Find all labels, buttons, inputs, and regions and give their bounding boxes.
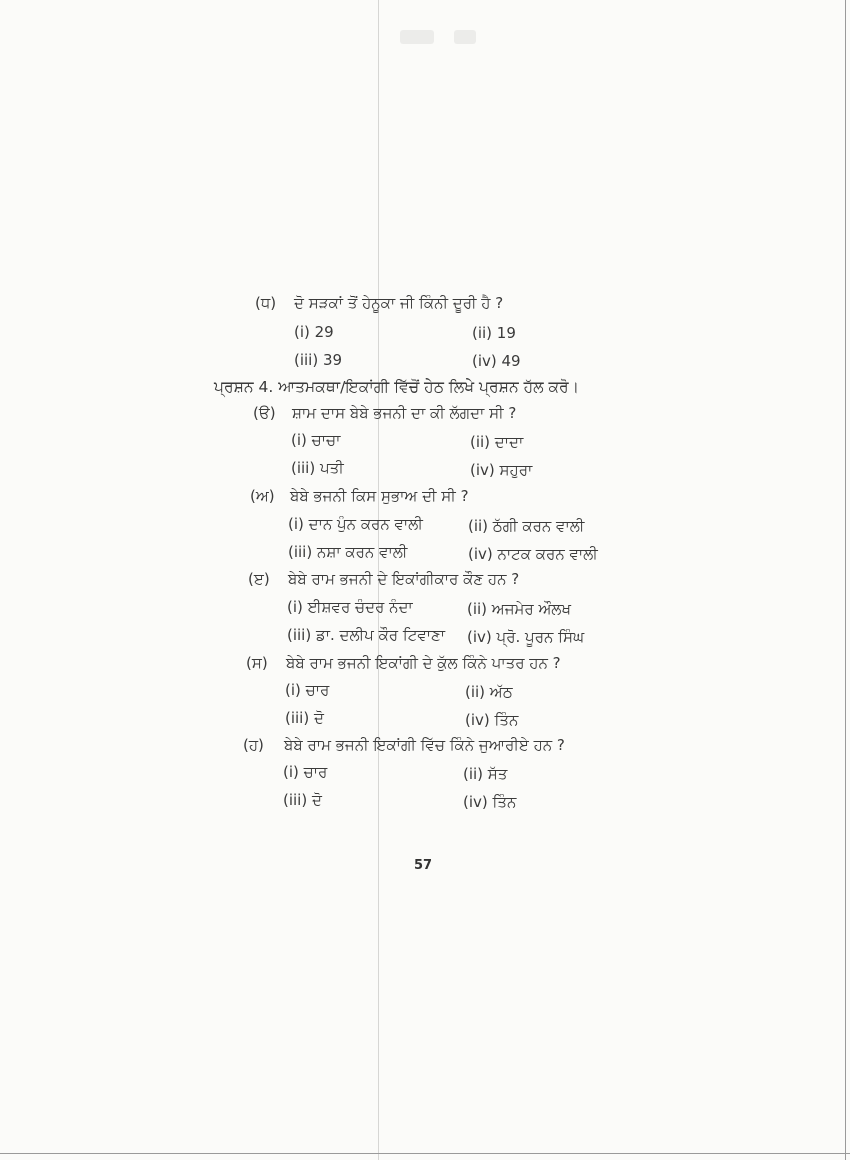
option-2: (ii) ਦਾਦਾ (470, 433, 524, 451)
page-number: 57 (414, 858, 433, 873)
question-label: (ਧ) (255, 294, 277, 312)
option-2: (ii) 19 (472, 324, 516, 342)
section-heading: ਪ੍ਰਸ਼ਨ 4. ਆਤਮਕਥਾ/ਇਕਾਂਗੀ ਵਿੱਚੋਂ ਹੇਠ ਲਿਖੇ ਪ੍ਰਸ਼ਨ ਹੱਲ ਕਰੋ। (214, 378, 580, 396)
question-label: (ੳ) (253, 404, 276, 422)
bleed-through-mark (454, 30, 476, 44)
question-text: ਸ਼ਾਮ ਦਾਸ ਬੇਬੇ ਭਜਨੀ ਦਾ ਕੀ ਲੱਗਦਾ ਸੀ ? (292, 404, 517, 422)
scan-edge-right (845, 0, 846, 1160)
option-4: (iv) ਨਾਟਕ ਕਰਨ ਵਾਲੀ (468, 545, 598, 563)
option-4: (iv) ਤਿੰਨ (465, 711, 519, 729)
scan-edge-bottom (0, 1153, 850, 1154)
bleed-through-mark (400, 30, 434, 44)
option-4: (iv) ਸਹੁਰਾ (470, 461, 533, 479)
question-label: (ਅ) (250, 487, 275, 505)
option-3: (iii) 39 (294, 351, 343, 369)
option-4: (iv) ਪ੍ਰੋ. ਪੂਰਨ ਸਿੰਘ (467, 628, 585, 646)
question-text: ਬੇਬੇ ਰਾਮ ਭਜਨੀ ਇਕਾਂਗੀ ਵਿੱਚ ਕਿੰਨੇ ਜੁਆਰੀਏ ਹਨ ? (284, 736, 565, 754)
question-label: (ਸ) (246, 654, 268, 672)
option-1: (i) 29 (294, 323, 334, 341)
question-text: ਬੇਬੇ ਭਜਨੀ ਕਿਸ ਸੁਭਾਅ ਦੀ ਸੀ ? (290, 487, 469, 505)
question-label: (ਹ) (243, 736, 264, 754)
option-4: (iv) ਤਿੰਨ (463, 793, 517, 811)
question-text: ਦੋ ਸੜਕਾਂ ਤੋਂ ਹੇਨੂਕਾ ਜੀ ਕਿੰਨੀ ਦੂਰੀ ਹੈ ? (294, 294, 504, 312)
option-3: (iii) ਦੋ (285, 709, 324, 727)
question-label: (ੲ) (248, 570, 270, 588)
option-3: (iii) ਨਸ਼ਾ ਕਰਨ ਵਾਲੀ (288, 543, 408, 561)
option-3: (iii) ਦੋ (283, 791, 322, 809)
question-text: ਬੇਬੇ ਰਾਮ ਭਜਨੀ ਇਕਾਂਗੀ ਦੇ ਕੁੱਲ ਕਿੰਨੇ ਪਾਤਰ ਹਨ ? (286, 654, 561, 672)
option-1: (i) ਚਾਰ (283, 763, 328, 781)
option-1: (i) ਈਸ਼ਵਰ ਚੰਦਰ ਨੰਦਾ (287, 598, 413, 616)
option-4: (iv) 49 (472, 352, 521, 370)
option-1: (i) ਦਾਨ ਪੁੰਨ ਕਰਨ ਵਾਲੀ (288, 515, 423, 533)
option-3: (iii) ਪਤੀ (291, 459, 344, 477)
option-1: (i) ਚਾਰ (285, 681, 330, 699)
option-3: (iii) ਡਾ. ਦਲੀਪ ਕੌਰ ਟਿਵਾਣਾ (287, 626, 446, 644)
option-2: (ii) ਅਜਮੇਰ ਔਲਖ (467, 600, 571, 618)
option-2: (ii) ਠੱਗੀ ਕਰਨ ਵਾਲੀ (468, 517, 585, 535)
option-1: (i) ਚਾਚਾ (291, 431, 341, 449)
question-text: ਬੇਬੇ ਰਾਮ ਭਜਨੀ ਦੇ ਇਕਾਂਗੀਕਾਰ ਕੌਣ ਹਨ ? (288, 570, 520, 588)
option-2: (ii) ਅੱਠ (465, 683, 513, 701)
option-2: (ii) ਸੱਤ (463, 765, 508, 783)
